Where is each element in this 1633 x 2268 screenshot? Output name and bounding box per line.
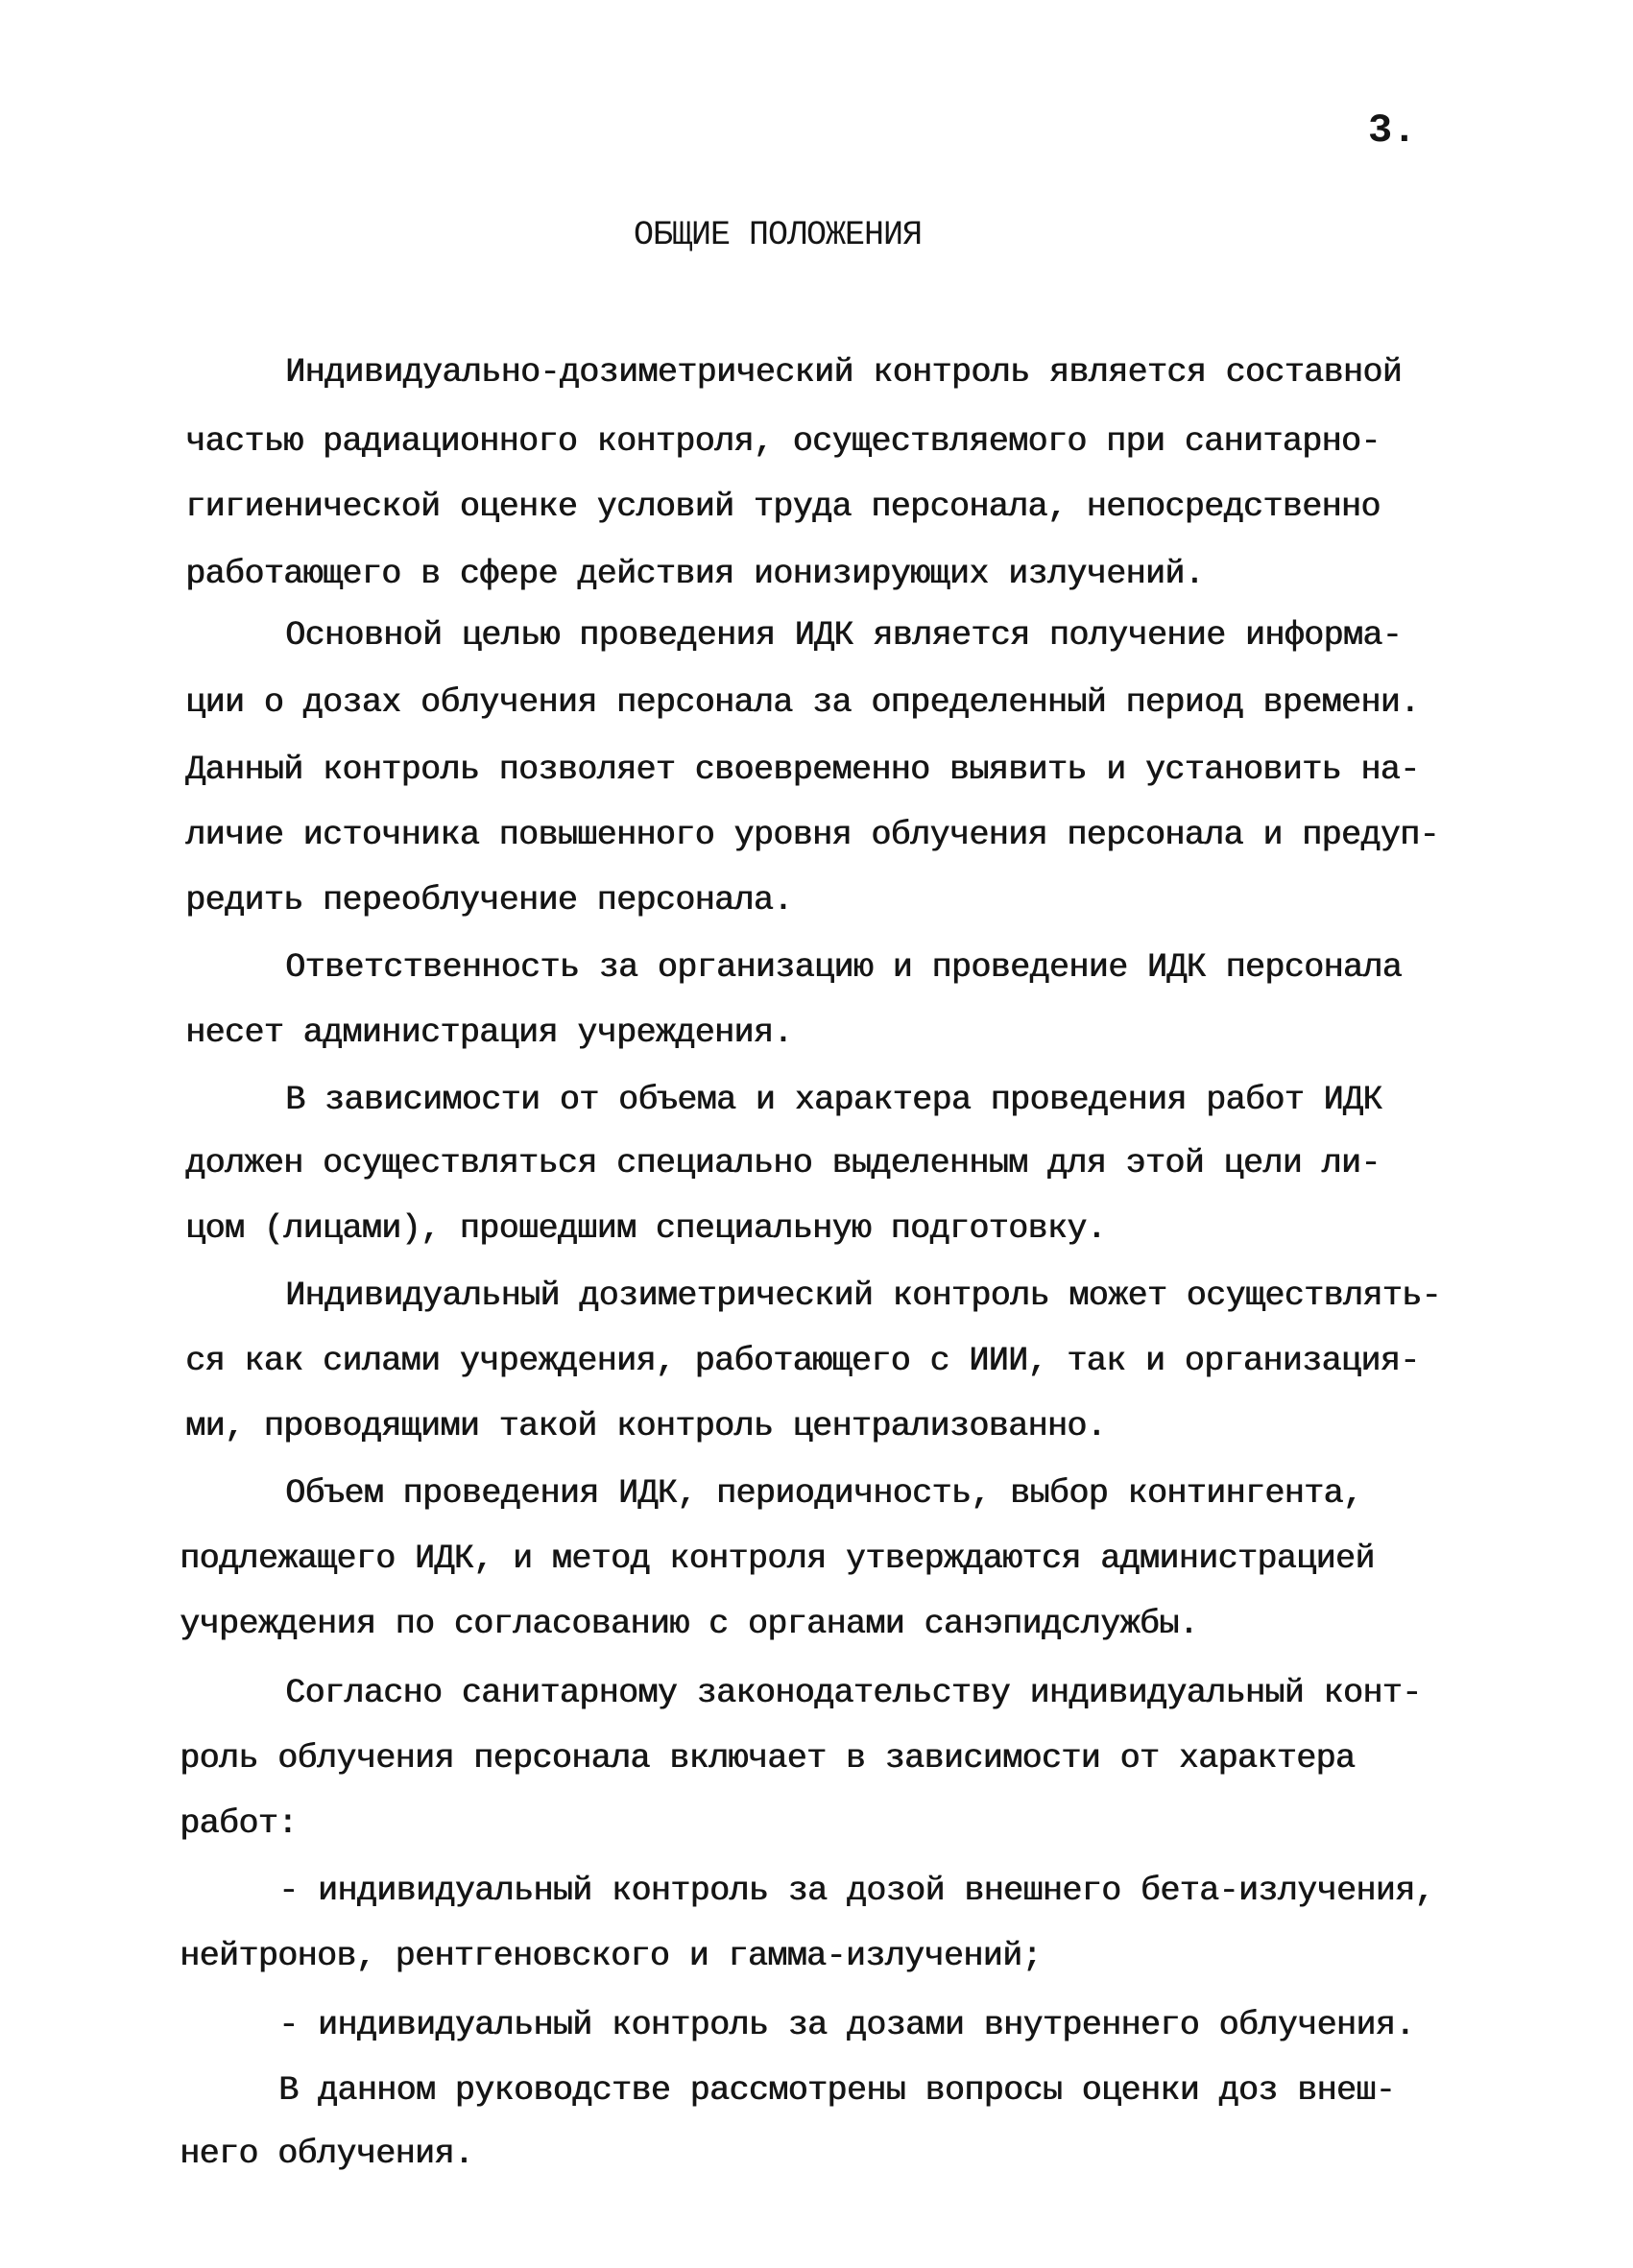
- text-line: работающего в сфере действия ионизирующих излучений.: [185, 555, 1204, 593]
- text-line: редить переоблучение персонала.: [185, 881, 793, 919]
- text-line: ции о дозах облучения персонала за определенный период времени.: [185, 683, 1420, 722]
- text-line: гигиенической оценке условий труда персонала, непосредственно: [185, 488, 1381, 526]
- text-line: ся как силами учреждения, работающего с ИИИ, так и организация-: [185, 1342, 1420, 1380]
- text-line: роль облучения персонала включает в зависимости от характера: [180, 1739, 1356, 1778]
- text-line: несет администрация учреждения.: [185, 1014, 793, 1052]
- text-line: Основной целью проведения ИДК является получение информа-: [285, 616, 1402, 655]
- section-heading: ОБЩИЕ ПОЛОЖЕНИЯ: [634, 216, 923, 254]
- text-line: подлежащего ИДК, и метод контроля утверждаются администрацией: [180, 1540, 1375, 1578]
- text-line: должен осуществляться специально выделенным для этой цели ли-: [185, 1144, 1381, 1182]
- text-line: учреждения по согласованию с органами санэпидслужбы.: [180, 1605, 1198, 1643]
- text-line: Индивидуально-дозиметрический контроль является составной: [285, 353, 1402, 392]
- text-line: Индивидуальный дозиметрический контроль может осуществлять-: [285, 1277, 1441, 1315]
- text-line: Объем проведения ИДК, периодичность, выбор контингента,: [285, 1474, 1363, 1513]
- text-line: него облучения.: [180, 2135, 474, 2173]
- text-line: частью радиационного контроля, осуществляемого при санитарно-: [185, 422, 1381, 461]
- text-line: В данном руководстве рассмотрены вопросы оценки доз внеш-: [278, 2071, 1395, 2110]
- text-line: Ответственность за организацию и проведение ИДК персонала: [285, 948, 1402, 987]
- text-line: Согласно санитарному законодательству индивидуальный конт-: [285, 1674, 1422, 1712]
- text-line: В зависимости от объема и характера проведения работ ИДК: [285, 1081, 1382, 1119]
- text-line: Данный контроль позволяет своевременно выявить и установить на-: [185, 751, 1420, 789]
- text-line: - индивидуальный контроль за дозами внутреннего облучения.: [278, 2006, 1415, 2044]
- text-line: нейтронов, рентгеновского и гамма-излучений;: [180, 1937, 1042, 1975]
- text-line: цом (лицами), прошедшим специальную подготовку.: [185, 1209, 1106, 1248]
- text-line: личие источника повышенного уровня облучения персонала и предуп-: [185, 816, 1439, 854]
- text-line: - индивидуальный контроль за дозой внешнего бета-излучения,: [278, 1872, 1434, 1910]
- text-line: ми, проводящими такой контроль централизованно.: [185, 1407, 1106, 1445]
- text-line: работ:: [180, 1804, 298, 1843]
- page-number: 3.: [1368, 107, 1417, 154]
